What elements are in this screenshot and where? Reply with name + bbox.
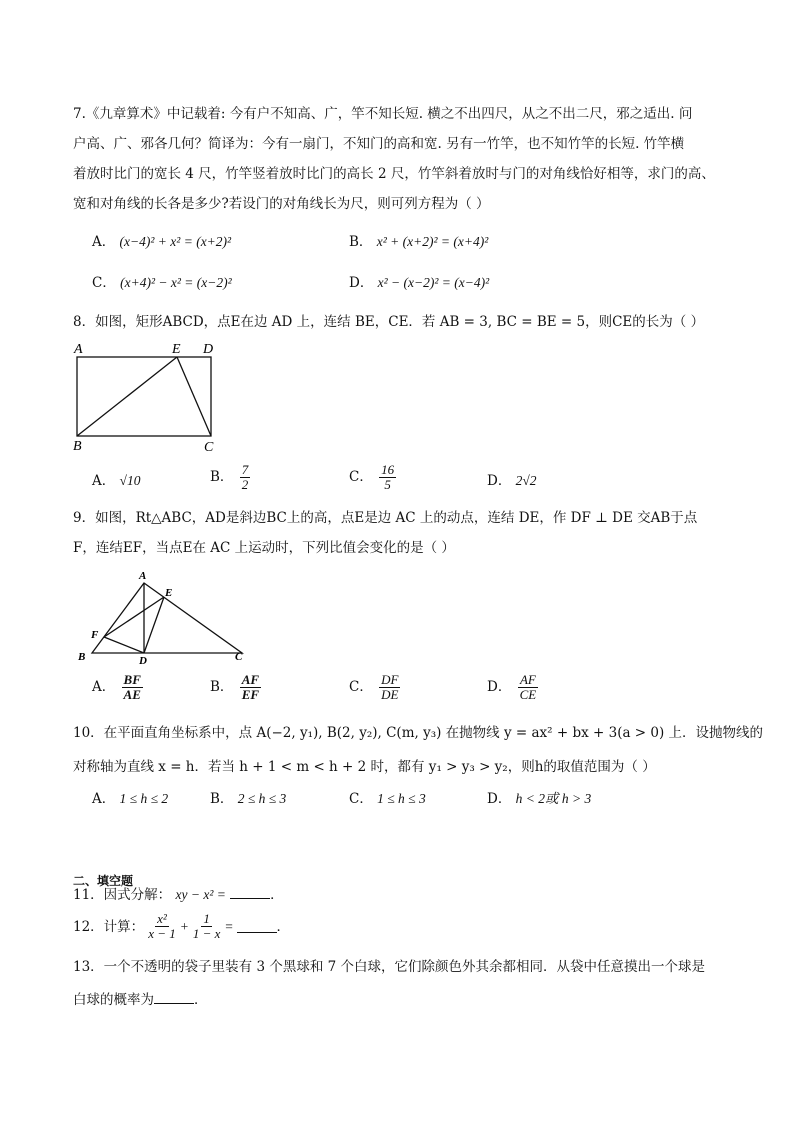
- q12-suffix: ．: [276, 918, 291, 935]
- numerator: AF: [241, 672, 260, 687]
- q7-line2: 户高、广、邪各几何？简译为：今有一扇门，不知门的高和宽. 另有一竹竿，也不知竹竿的长短. 竹竿横: [73, 136, 685, 152]
- q8-option-d: [487, 472, 537, 490]
- q10-line2: 对称轴为直线 x = h．若当 h + 1 < m < h + 2 时，都有 y₁ > y₃ > y₂，则h的取值范围为（ ）: [73, 759, 656, 775]
- q13-line1: 13．一个不透明的袋子里装有 3 个黑球和 7 个白球，它们除颜色外其余都相同．从袋中任意摸出一个球是: [73, 959, 706, 975]
- label-c: C: [204, 440, 214, 455]
- q13-answer-blank[interactable]: [154, 991, 194, 1004]
- q7-option-b: [349, 233, 488, 251]
- denominator: EF: [241, 687, 260, 702]
- label-b: B: [78, 651, 86, 663]
- label-e: E: [172, 342, 181, 357]
- q9-line2: F，连结EF，当点E在 AC 上运动时，下列比值会变化的是（ ）: [73, 540, 455, 556]
- denominator: x − 1: [148, 926, 176, 941]
- option-label: B．: [210, 469, 234, 485]
- option-label: D．: [487, 679, 512, 695]
- q7-line4: 宽和对角线的长各是多少?若设门的对角线长为尺，则可列方程为（ ）: [73, 196, 490, 212]
- q9-option-c: [349, 673, 402, 702]
- option-text: √10: [119, 473, 141, 488]
- label-a: A: [139, 570, 147, 582]
- option-text: 1 ≤ h ≤ 2: [119, 791, 169, 806]
- fraction: [191, 912, 223, 941]
- option-label: B．: [210, 791, 234, 807]
- option-label: A．: [92, 234, 116, 250]
- q11-suffix: ．: [270, 887, 284, 903]
- denominator: 1 − x: [192, 926, 221, 941]
- rectangle-abcd: [77, 357, 211, 436]
- segment-de: [144, 597, 164, 653]
- fraction: [240, 463, 251, 492]
- option-text: h < 2或 h > 3: [515, 791, 592, 806]
- q11-expr: xy − x² =: [175, 887, 226, 902]
- q7-line1: 7.《九章算术》中记载着: 今有户不知高、广，竿不知长短. 横之不出四尺，从之不出二尺，邪之适出. 问: [73, 106, 693, 122]
- q9-option-a: [92, 673, 145, 702]
- equals-sign: =: [224, 918, 234, 934]
- q13-suffix: ．: [194, 992, 208, 1008]
- q11: [73, 886, 284, 904]
- option-text: 1 ≤ h ≤ 3: [377, 791, 426, 806]
- q13-line2: [73, 991, 208, 1009]
- option-text: 2√2: [515, 473, 537, 488]
- segment-ef: [104, 597, 164, 637]
- q8-stem: 8．如图，矩形ABCD，点E在边 AD 上，连结 BE，CE．若 AB = 3, BC = BE = 5，则CE的长为（ ）: [73, 314, 705, 330]
- fraction: [240, 673, 261, 702]
- numerator: 16: [381, 462, 395, 477]
- denominator: 5: [384, 477, 391, 492]
- option-label: A．: [92, 791, 116, 807]
- fraction: [146, 912, 178, 941]
- numerator: BF: [123, 672, 141, 687]
- q13-prefix: 白球的概率为: [73, 992, 154, 1008]
- option-label: D．: [487, 473, 512, 489]
- q7-line3: 着放时比门的宽长 4 尺，竹竿竖着放时比门的高长 2 尺，竹竿斜着放时与门的对角线恰好相等，求门的高、: [73, 166, 715, 182]
- q8-option-c: [349, 463, 398, 492]
- option-label: A．: [92, 473, 116, 489]
- denominator: DE: [381, 687, 399, 702]
- denominator: AE: [123, 687, 141, 702]
- q10-line1: 10．在平面直角坐标系中，点 A(−2, y₁), B(2, y₂), C(m, y₃) 在抛物线 y = ax² + bx + 3(a > 0) 上．设抛物线的: [73, 725, 764, 741]
- numerator: DF: [381, 672, 399, 687]
- label-a: A: [74, 342, 83, 357]
- denominator: 2: [241, 477, 249, 492]
- label-f: F: [91, 629, 99, 641]
- label-b: B: [73, 439, 82, 454]
- fraction: [122, 673, 143, 702]
- option-label: B．: [210, 679, 234, 695]
- numerator: 1: [203, 911, 210, 926]
- q8-option-a: [92, 472, 140, 490]
- q7-option-a: [92, 233, 231, 251]
- option-text: (x−4)² + x² = (x+2)²: [119, 234, 232, 249]
- label-d: D: [203, 342, 214, 357]
- q12-answer-blank[interactable]: [237, 920, 277, 933]
- q10-option-c: [349, 790, 426, 808]
- plus-sign: +: [179, 918, 189, 934]
- q9-figure: [74, 567, 254, 667]
- segment-df: [104, 637, 144, 653]
- numerator: x²: [157, 911, 167, 926]
- fraction: [379, 673, 400, 702]
- denominator: CE: [519, 687, 537, 702]
- q10-option-a: [92, 790, 168, 808]
- numerator: AF: [519, 672, 536, 687]
- numerator: 7: [241, 462, 249, 477]
- option-label: A．: [92, 679, 116, 695]
- fraction: [379, 463, 396, 492]
- segment-be: [77, 357, 177, 436]
- q9-option-d: [487, 673, 540, 702]
- label-e: E: [165, 587, 173, 599]
- label-c: C: [235, 651, 243, 663]
- q12-prefix: 12．计算：: [73, 918, 145, 935]
- q9-option-b: [210, 673, 263, 702]
- q12: [73, 912, 290, 941]
- option-label: B．: [349, 234, 373, 250]
- q11-answer-blank[interactable]: [230, 886, 270, 899]
- label-d: D: [139, 655, 147, 667]
- option-text: (x+4)² − x² = (x−2)²: [120, 275, 232, 290]
- option-label: C．: [92, 275, 116, 291]
- option-label: D．: [487, 791, 512, 807]
- segment-ce: [177, 357, 211, 436]
- q10-option-d: [487, 790, 591, 808]
- option-label: C．: [349, 791, 373, 807]
- q11-prefix: 11．因式分解：: [73, 887, 172, 903]
- q8-option-b: [210, 463, 252, 492]
- section-title: 二、填空题: [73, 874, 134, 888]
- q9-line1: 9．如图，Rt△ABC，AD是斜边BC上的高，点E是边 AC 上的动点，连结 DE，作 DF ⊥ DE 交AB于点: [73, 510, 698, 526]
- q7-option-c: [92, 274, 232, 292]
- q8-figure: [70, 340, 230, 455]
- option-label: C．: [349, 679, 373, 695]
- option-label: C．: [349, 469, 373, 485]
- option-text: x² + (x+2)² = (x+4)²: [376, 234, 489, 249]
- option-label: D．: [349, 275, 374, 291]
- q7-option-d: [349, 274, 489, 292]
- option-text: 2 ≤ h ≤ 3: [237, 791, 287, 806]
- q10-option-b: [210, 790, 286, 808]
- fraction: [518, 673, 539, 702]
- option-text: x² − (x−2)² = (x−4)²: [377, 275, 490, 290]
